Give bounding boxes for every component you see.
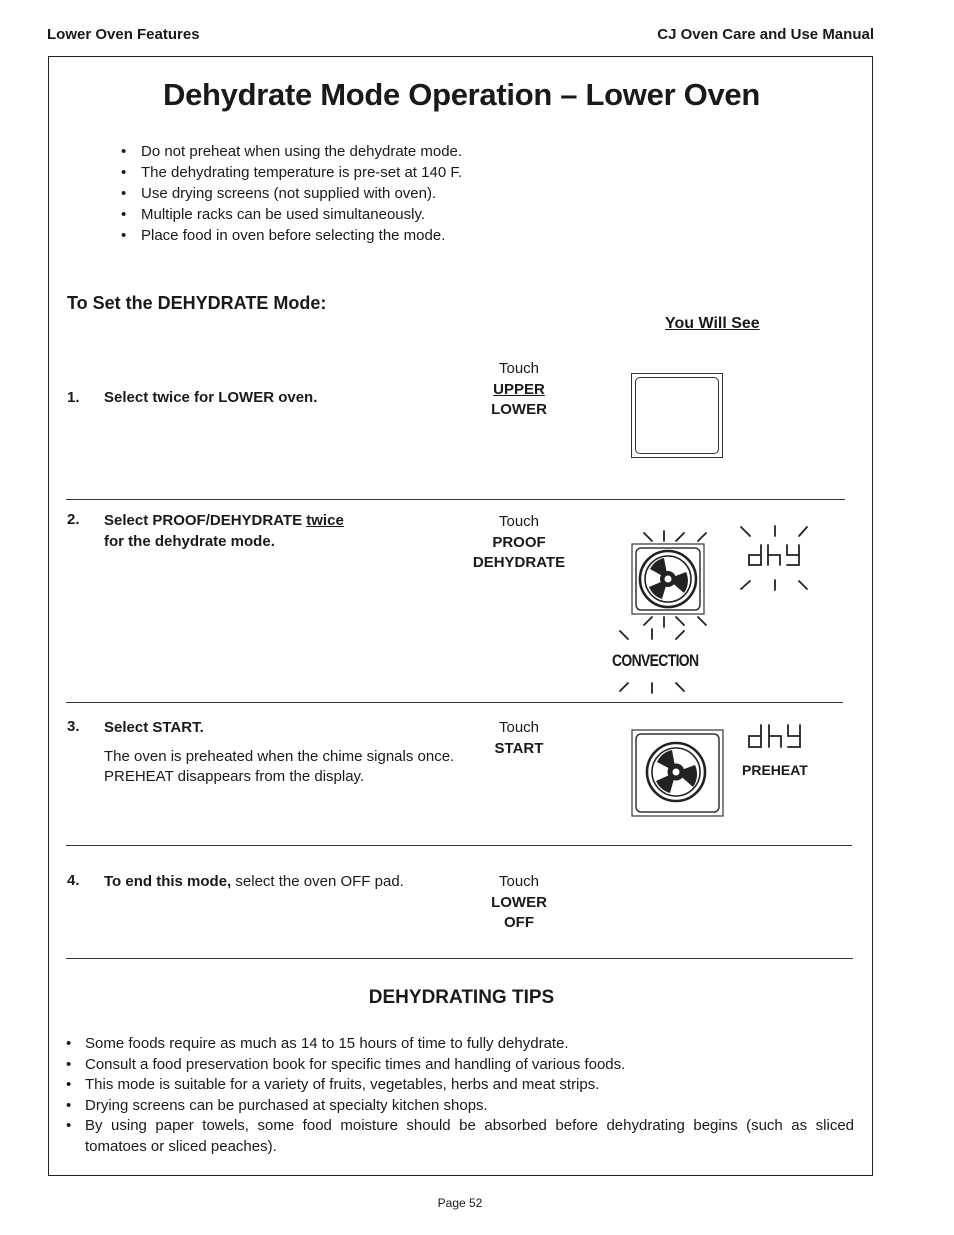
list-item: • Use drying screens (not supplied with oven). xyxy=(119,183,462,204)
dehydrate-pad-label: DEHYDRATE xyxy=(472,554,566,571)
step-instruction: To end this mode, select the oven OFF pad. xyxy=(104,873,404,890)
list-item: • By using paper towels, some food moisture should be absorbed before dehydrating begins (such as sliced tomatoes or sliced peaches). xyxy=(64,1116,854,1157)
lower-pad-label: LOWER xyxy=(491,401,547,418)
tips-list xyxy=(64,1034,854,1157)
touch-pads xyxy=(439,512,599,574)
step-instruction: Select twice for LOWER oven. xyxy=(104,389,318,406)
touch-label: Touch xyxy=(498,719,540,736)
preheat-indicator: PREHEAT xyxy=(742,762,808,778)
tips-heading: DEHYDRATING TIPS xyxy=(368,987,555,1008)
touch-label: Touch xyxy=(498,513,540,530)
lower-pad-label: LOWER xyxy=(491,893,547,911)
page-title: Dehydrate Mode Operation – Lower Oven xyxy=(163,77,760,112)
list-item: • Drying screens can be purchased at specialty kitchen shops. xyxy=(64,1096,854,1117)
fan-display-flashing xyxy=(614,527,714,637)
divider xyxy=(66,845,852,846)
start-pad-label: START xyxy=(494,739,544,757)
header-section: Lower Oven Features xyxy=(47,26,200,43)
list-item: • Consult a food preservation book for specific times and handling of various foods. xyxy=(64,1055,854,1076)
list-item: • This mode is suitable for a variety of fruits, vegetables, herbs and meat strips. xyxy=(64,1075,854,1096)
step-instruction: Select START. xyxy=(104,719,204,736)
touch-pads xyxy=(439,872,599,934)
dhy-digits xyxy=(749,725,800,747)
touch-label: Touch xyxy=(498,873,540,890)
divider xyxy=(66,958,853,959)
list-item: • Multiple racks can be used simultaneously. xyxy=(119,204,462,225)
upper-pad-label: UPPER xyxy=(493,380,545,398)
intro-list xyxy=(119,141,462,246)
off-pad-label: OFF xyxy=(504,914,534,931)
fan-display xyxy=(631,729,725,819)
list-item: • The dehydrating temperature is pre-set at 140 F. xyxy=(119,162,462,183)
touch-pads xyxy=(439,718,599,759)
content-frame xyxy=(48,56,873,1176)
step-number: 2. xyxy=(67,511,80,528)
touch-pads xyxy=(439,359,599,421)
divider xyxy=(66,702,843,703)
display-window xyxy=(631,373,723,458)
touch-label: Touch xyxy=(498,360,540,377)
step-number: 1. xyxy=(67,389,80,406)
fan-icon xyxy=(647,743,705,801)
proof-pad-label: PROOF xyxy=(492,533,546,551)
divider xyxy=(66,499,845,500)
step-number: 3. xyxy=(67,718,80,735)
list-item: • Do not preheat when using the dehydrate mode. xyxy=(119,141,462,162)
list-item: • Some foods require as much as 14 to 15 hours of time to fully dehydrate. xyxy=(64,1034,854,1055)
dhy-readout-flashing xyxy=(737,523,817,593)
convection-indicator: CONVECTION xyxy=(612,651,699,670)
flash-rays-icon xyxy=(741,526,807,590)
step-description: The oven is preheated when the chime signals once. PREHEAT disappears from the display. xyxy=(104,748,455,785)
page-number: Page 52 xyxy=(437,1196,483,1210)
you-will-see-heading: You Will See xyxy=(665,315,760,332)
dhy-digits xyxy=(749,545,799,565)
header-manual-title: CJ Oven Care and Use Manual xyxy=(657,26,874,43)
step-instruction: Select PROOF/DEHYDRATE twice for the dehydrate mode. xyxy=(104,512,344,550)
list-item: • Place food in oven before selecting the mode. xyxy=(119,225,462,246)
step-number: 4. xyxy=(67,872,80,889)
fan-icon xyxy=(640,551,696,607)
dhy-readout xyxy=(743,719,813,755)
set-mode-heading: To Set the DEHYDRATE Mode: xyxy=(67,293,327,313)
